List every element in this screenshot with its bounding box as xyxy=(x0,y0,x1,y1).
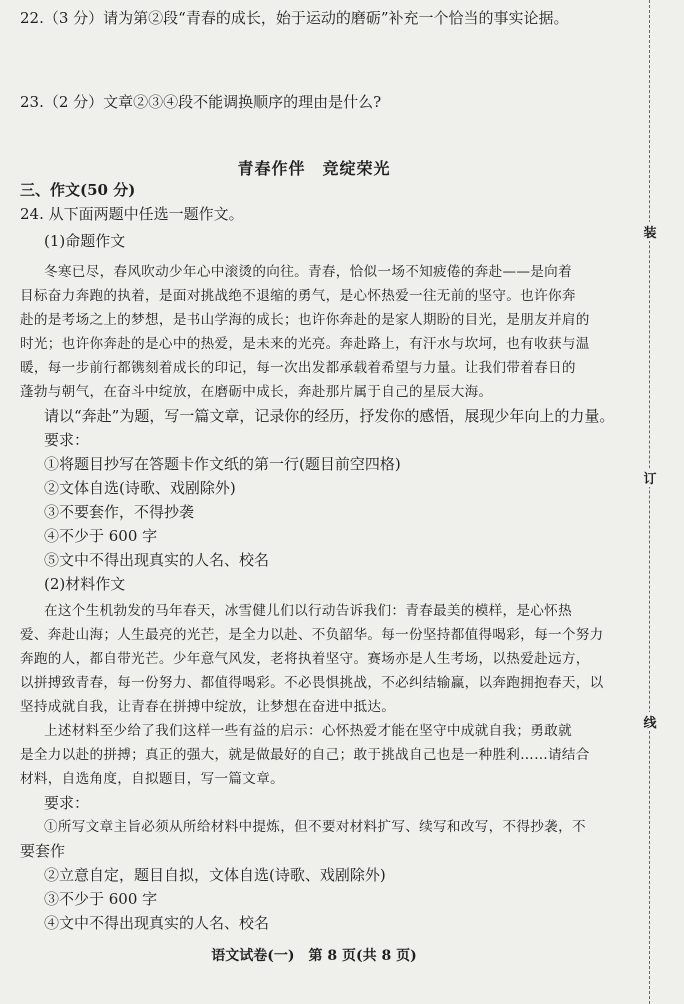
part1-paragraph-line: 蓬勃与朝气，在奋斗中绽放，在磨砺中成长，奔赴那片属于自己的星辰大海。 xyxy=(20,384,493,400)
part1-paragraph-line: 冬寒已尽，春风吹动少年心中滚烫的向往。青春，恰似一场不知疲倦的奔赴——是向着 xyxy=(44,264,572,280)
part1-paragraph-line: 目标奋力奔跑的执着，是面对挑战绝不退缩的勇气，是心怀热爱一往无前的坚守。也许你奔 xyxy=(20,288,576,304)
part1-label: (1)命题作文 xyxy=(44,232,126,250)
part1-paragraph-line: 暖，每一步前行都镌刻着成长的印记，每一次出发都承载着希望与力量。让我们带着春日的 xyxy=(20,360,576,376)
part1-instruction: 请以“奔赴”为题，写一篇文章，记录你的经历，抒发你的感悟，展现少年向上的力量。 xyxy=(44,407,615,425)
part2-requirement: ③不少于 600 字 xyxy=(44,890,158,908)
question-22: 22.（3 分）请为第②段“青春的成长，始于运动的磨砺”补充一个恰当的事实论据。 xyxy=(20,9,569,27)
binding-mark: 装 xyxy=(640,222,660,241)
binding-line xyxy=(649,0,650,1004)
part2-inspiration-line: 是全力以赴的拼搏；真正的强大，就是做最好的自己；敢于挑战自己也是一种胜利……请结合 xyxy=(20,747,590,763)
part2-paragraph-line: 爱、奔赴山海；人生最亮的光芒，是全力以赴、不负韶华。每一份坚持都值得喝彩，每一个努力 xyxy=(20,627,604,643)
binding-mark: 线 xyxy=(640,712,660,731)
essay-section-heading: 三、作文(50 分) xyxy=(20,181,136,199)
part1-requirement: ⑤文中不得出现真实的人名、校名 xyxy=(44,551,270,569)
page-footer: 语文试卷(一) 第 8 页(共 8 页) xyxy=(211,948,417,964)
part2-inspiration-line: 材料，自选角度，自拟题目，写一篇文章。 xyxy=(20,771,284,787)
part2-paragraph-line: 在这个生机勃发的马年春天，冰雪健儿们以行动告诉我们：青春最美的模样，是心怀热 xyxy=(44,603,572,619)
binding-mark: 订 xyxy=(640,468,660,487)
part2-paragraph-line: 奔跑的人，都自带光芒。少年意气风发，老将执着坚守。赛场亦是人生考场，以热爱赴远方， xyxy=(20,651,590,667)
part1-requirement: ①将题目抄写在答题卡作文纸的第一行(题目前空四格) xyxy=(44,455,401,473)
part1-requirement: ④不少于 600 字 xyxy=(44,527,158,545)
part1-paragraph-line: 赴的是考场之上的梦想，是书山学海的成长；也许你奔赴的是家人期盼的目光，是朋友并肩的 xyxy=(20,312,590,328)
part1-requirement: ②文体自选(诗歌、戏剧除外) xyxy=(44,479,236,497)
part2-label: (2)材料作文 xyxy=(44,575,126,593)
part2-paragraph-line: 坚持成就自我，让青春在拼搏中绽放，让梦想在奋进中抵达。 xyxy=(20,699,396,715)
part2-requirement: ①所写文章主旨必须从所给材料中提炼，但不要对材料扩写、续写和改写，不得抄袭，不 xyxy=(44,819,586,835)
part1-paragraph-line: 时光；也许你奔赴的是心中的热爱，是未来的光亮。奔赴路上，有汗水与坎坷，也有收获与温 xyxy=(20,336,590,352)
section-title: 青春作伴 竞绽荣光 xyxy=(237,159,391,178)
part2-paragraph-line: 以拼搏致青春，每一份努力、都值得喝彩。不必畏惧挑战，不必纠结输赢，以奔跑拥抱春天，以 xyxy=(20,675,604,691)
part1-requirement: ③不要套作，不得抄袭 xyxy=(44,503,195,521)
part2-requirement: 要套作 xyxy=(20,842,66,860)
part1-requirements-label: 要求： xyxy=(44,431,90,449)
question-23: 23.（2 分）文章②③④段不能调换顺序的理由是什么? xyxy=(20,93,382,111)
part2-requirement: ④文中不得出现真实的人名、校名 xyxy=(44,914,270,932)
question-24: 24. 从下面两题中任选一题作文。 xyxy=(20,205,244,223)
part2-requirements-label: 要求： xyxy=(44,794,90,812)
part2-inspiration-line: 上述材料至少给了我们这样一些有益的启示：心怀热爱才能在坚守中成就自我；勇敢就 xyxy=(44,723,572,739)
part2-requirement: ②立意自定，题目自拟，文体自选(诗歌、戏剧除外) xyxy=(44,866,386,884)
